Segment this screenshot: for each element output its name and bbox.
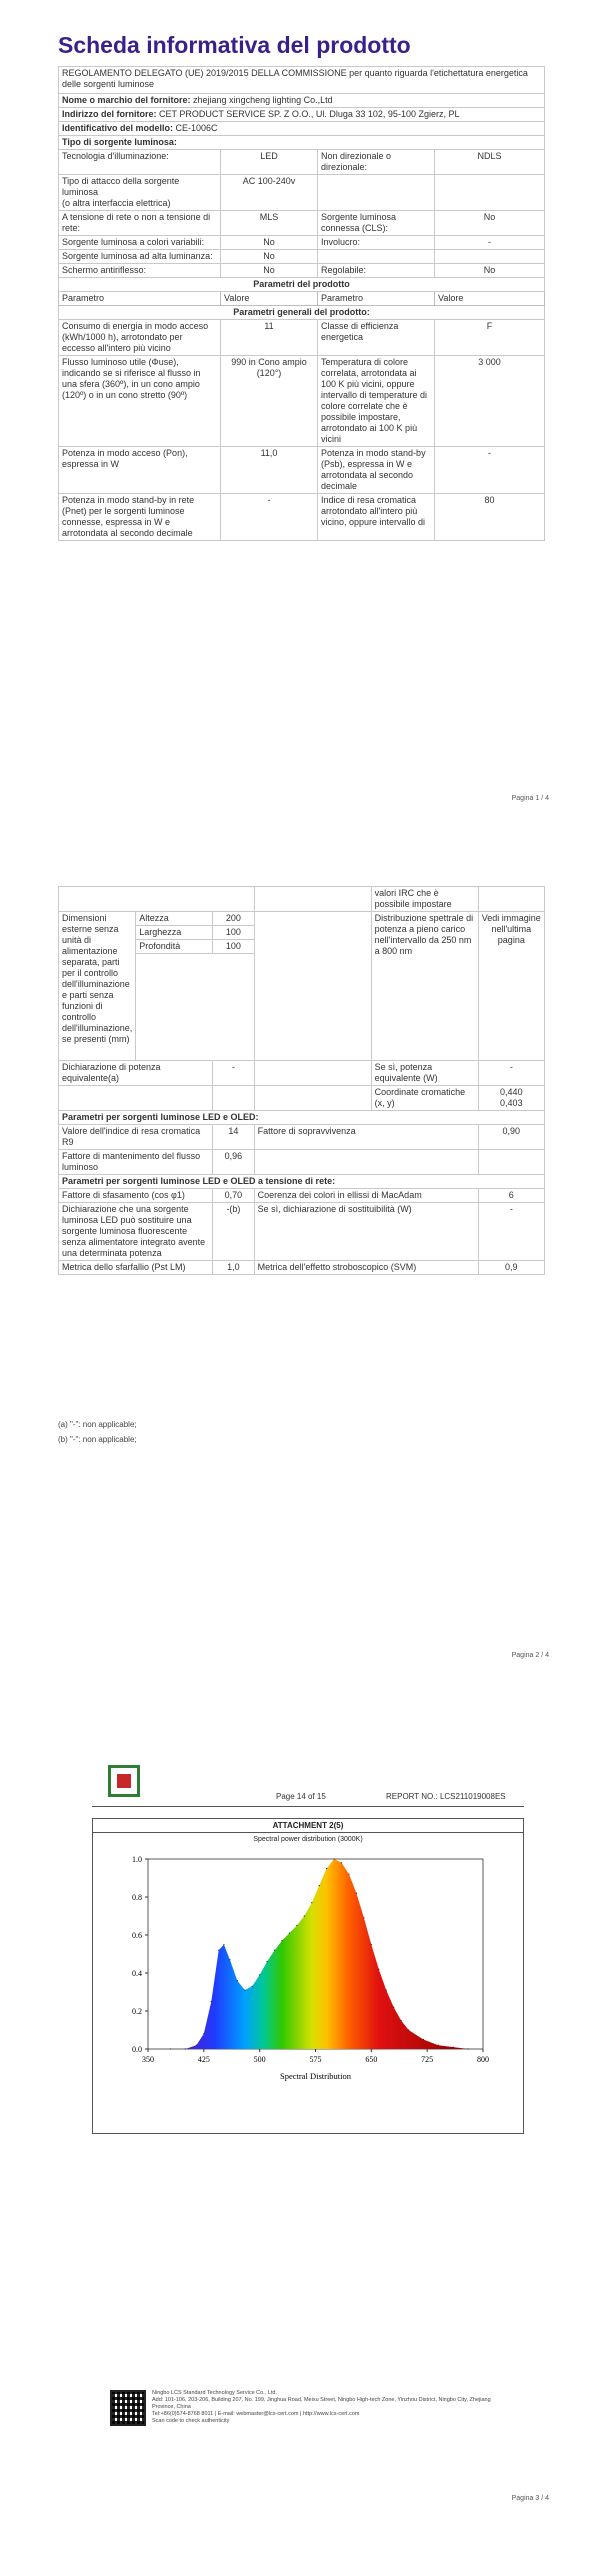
lab-scan: Scan code to check authenticity bbox=[152, 2418, 230, 2424]
table-cell: Sorgente luminosa a colori variabili: bbox=[59, 236, 221, 250]
data-point bbox=[408, 2029, 409, 2030]
type-label: Tipo di sorgente luminosa: bbox=[59, 136, 545, 150]
attachment-box bbox=[92, 1818, 524, 2134]
model-label: Identificativo del modello: bbox=[62, 123, 174, 133]
data-point bbox=[223, 1944, 224, 1945]
data-point bbox=[356, 1893, 357, 1894]
table-cell: No bbox=[221, 264, 318, 278]
table-cell: Non direzionale o direzionale: bbox=[318, 150, 435, 175]
table-cell: MLS bbox=[221, 211, 318, 236]
data-point bbox=[393, 2007, 394, 2008]
table-cell: 1,0 bbox=[213, 1261, 254, 1275]
table-row bbox=[59, 1261, 545, 1275]
data-point bbox=[371, 1944, 372, 1945]
table-cell: 11 bbox=[221, 320, 318, 356]
table-row bbox=[59, 1189, 545, 1203]
table-cell: Flusso luminoso utile (Φuse), indicando se si riferisce al flusso in una sfera (360º), in un cono ampio (120º) o in un cono stretto (90º) bbox=[59, 356, 221, 447]
table-cell: Classe di efficienza energetica bbox=[318, 320, 435, 356]
table-row bbox=[59, 150, 545, 175]
supplier-label: Nome o marchio del fornitore: bbox=[62, 95, 191, 105]
col-header-value: Valore bbox=[221, 292, 318, 306]
spectrum-area bbox=[170, 1859, 468, 2049]
table-cell: 0,70 bbox=[213, 1189, 254, 1203]
table-cell: Potenza in modo stand-by in rete (Pnet) per le sorgenti luminose connesse, espressa in W e arrotondata al secondo decimale bbox=[59, 494, 221, 541]
data-point bbox=[267, 1961, 268, 1962]
col-header-param-2: Parametro bbox=[318, 292, 435, 306]
table-cell: Se sì, dichiarazione di sostituibilità (W) bbox=[254, 1203, 478, 1261]
dim-value-height: 200 bbox=[213, 912, 254, 926]
data-point bbox=[170, 2048, 171, 2049]
table-cell: Potenza in modo acceso (Pon), espressa in W bbox=[59, 447, 221, 494]
attachment-title: ATTACHMENT 2(5) bbox=[93, 1819, 523, 1833]
table-cell: Tipo di attacco della sorgente luminosa (o altra interfaccia elettrica) bbox=[59, 175, 221, 211]
table-row bbox=[59, 356, 545, 447]
dim-label-width: Larghezza bbox=[136, 926, 213, 940]
table-cell: 3 000 bbox=[435, 356, 545, 447]
table-cell: No bbox=[435, 264, 545, 278]
led-rows bbox=[59, 1125, 545, 1175]
params-title: Parametri del prodotto bbox=[59, 278, 545, 292]
data-point bbox=[203, 2033, 204, 2034]
table-cell: Coerenza dei colori in ellissi di MacAdam bbox=[254, 1189, 478, 1203]
spectral-chart bbox=[93, 1849, 523, 2119]
qr-code bbox=[110, 2390, 146, 2426]
table-cell: Metrica dello sfarfallio (Pst LM) bbox=[59, 1261, 213, 1275]
table-row bbox=[59, 175, 545, 211]
x-tick-label: 350 bbox=[142, 2055, 154, 2064]
table-row bbox=[59, 1203, 545, 1261]
led-title: Parametri per sorgenti luminose LED e OLED: bbox=[59, 1111, 545, 1125]
table-cell bbox=[478, 1150, 544, 1175]
x-tick-label: 725 bbox=[421, 2055, 434, 2064]
table-cell: Involucro: bbox=[318, 236, 435, 250]
dimensions-label: Dimensioni esterne senza unità di alimentazione separata, parti per il controllo dell'illuminazione e parti senza funzioni di controllo dell'illuminazione, se presenti (mm) bbox=[59, 912, 136, 1061]
table-row bbox=[59, 1150, 545, 1175]
general-rows bbox=[59, 320, 545, 541]
declaration-label: Dichiarazione di potenza equivalente(a) bbox=[59, 1061, 213, 1086]
table-cell: Schermo antiriflesso: bbox=[59, 264, 221, 278]
dim-value-depth: 100 bbox=[213, 940, 254, 954]
address-label: Indirizzo del fornitore: bbox=[62, 109, 157, 119]
table-cell bbox=[318, 250, 435, 264]
spectral-value: Vedi immagine nell'ultima pagina bbox=[478, 912, 544, 1061]
table-cell: Regolabile: bbox=[318, 264, 435, 278]
table-cell: Sorgente luminosa connessa (CLS): bbox=[318, 211, 435, 236]
supplier-value: zhejiang xingcheng lighting Co.,Ltd bbox=[193, 95, 333, 105]
table-cell: 0,9 bbox=[478, 1261, 544, 1275]
data-point bbox=[438, 2045, 439, 2046]
chroma-label: Coordinate cromatiche (x, y) bbox=[371, 1086, 478, 1111]
table-row bbox=[59, 320, 545, 356]
data-point bbox=[296, 1925, 297, 1926]
page-2 bbox=[0, 860, 603, 1660]
data-point bbox=[311, 1902, 312, 1903]
footnote-a: (a) "-": non applicable; bbox=[58, 1420, 137, 1429]
table-row bbox=[59, 211, 545, 236]
table-cell: - bbox=[221, 494, 318, 541]
x-tick-label: 575 bbox=[309, 2055, 322, 2064]
data-point bbox=[378, 1969, 379, 1970]
table-cell: 0,90 bbox=[478, 1125, 544, 1150]
data-point bbox=[281, 1940, 282, 1941]
table-cell: Fattore di sopravvivenza bbox=[254, 1125, 478, 1150]
y-tick-label: 1.0 bbox=[132, 1855, 142, 1864]
col-header-param: Parametro bbox=[59, 292, 221, 306]
x-tick-label: 650 bbox=[365, 2055, 378, 2064]
chroma-value: 0,440 0,403 bbox=[478, 1086, 544, 1111]
table-row bbox=[59, 250, 545, 264]
page-3 bbox=[0, 1700, 603, 2560]
table-cell: 990 in Cono ampio (120°) bbox=[221, 356, 318, 447]
dim-label-depth: Profondità bbox=[136, 940, 213, 954]
data-point bbox=[341, 1862, 342, 1863]
table-cell: AC 100-240v bbox=[221, 175, 318, 211]
table-cell: No bbox=[221, 250, 318, 264]
data-point bbox=[289, 1933, 290, 1934]
data-point bbox=[401, 2020, 402, 2021]
data-point bbox=[348, 1874, 349, 1875]
table-cell: Tecnologia d'illuminazione: bbox=[59, 150, 221, 175]
table-cell: 11,0 bbox=[221, 447, 318, 494]
data-point bbox=[211, 2001, 212, 2002]
y-tick-label: 0.8 bbox=[132, 1893, 142, 1902]
dim-label-height: Altezza bbox=[136, 912, 213, 926]
data-point bbox=[244, 1990, 245, 1991]
table-cell: Consumo di energia in modo acceso (kWh/1000 h), arrotondato per eccesso all'intero più vicino bbox=[59, 320, 221, 356]
product-table-1 bbox=[58, 66, 545, 541]
table-cell: Fattore di sfasamento (cos φ1) bbox=[59, 1189, 213, 1203]
page-title: Scheda informativa del prodotto bbox=[58, 32, 411, 58]
y-tick-label: 0.0 bbox=[132, 2045, 142, 2054]
table-cell: - bbox=[435, 447, 545, 494]
table-cell: Metrica dell'effetto stroboscopico (SVM) bbox=[254, 1261, 478, 1275]
equiv-value: - bbox=[478, 1061, 544, 1086]
table-cell: NDLS bbox=[435, 150, 545, 175]
chart-subtitle: Spectral power distribution (3000K) bbox=[253, 1836, 363, 1843]
data-point bbox=[304, 1915, 305, 1916]
data-point bbox=[237, 1980, 238, 1981]
cont-text: valori IRC che è possibile impostare bbox=[371, 887, 478, 912]
data-point bbox=[196, 2045, 197, 2046]
x-tick-label: 425 bbox=[197, 2055, 210, 2064]
y-tick-label: 0.4 bbox=[132, 1969, 142, 1978]
data-point bbox=[386, 1990, 387, 1991]
type-rows bbox=[59, 150, 545, 278]
table-cell: LED bbox=[221, 150, 318, 175]
table-cell: Indice di resa cromatica arrotondato all'intero più vicino, oppure intervallo di bbox=[318, 494, 435, 541]
table-cell: 0,96 bbox=[213, 1150, 254, 1175]
table-cell: No bbox=[435, 211, 545, 236]
dim-value-width: 100 bbox=[213, 926, 254, 940]
model-value: CE-1006C bbox=[175, 123, 218, 133]
lab-info bbox=[152, 2390, 492, 2425]
table-row bbox=[59, 264, 545, 278]
report-rule bbox=[92, 1806, 524, 1807]
table-cell: - bbox=[478, 1203, 544, 1261]
y-tick-label: 0.6 bbox=[132, 1931, 142, 1940]
page-number: Pagina 3 / 4 bbox=[511, 2495, 549, 2502]
table-cell: Valore dell'indice di resa cromatica R9 bbox=[59, 1125, 213, 1150]
regulation-text: REGOLAMENTO DELEGATO (UE) 2019/2015 DELLA COMMISSIONE per quanto riguarda l'etichettatura energetica delle sorgenti luminose bbox=[59, 67, 545, 94]
data-point bbox=[334, 1858, 335, 1859]
y-tick-label: 0.2 bbox=[132, 2007, 142, 2016]
table-cell: A tensione di rete o non a tensione di rete: bbox=[59, 211, 221, 236]
table-cell bbox=[318, 175, 435, 211]
table-cell: Potenza in modo stand-by (Psb), espressa in W e arrotondata al secondo decimale bbox=[318, 447, 435, 494]
data-point bbox=[319, 1885, 320, 1886]
mains-rows bbox=[59, 1189, 545, 1275]
data-point bbox=[468, 2048, 469, 2049]
lcs-logo bbox=[108, 1765, 140, 1797]
product-table-2 bbox=[58, 886, 545, 1275]
table-cell bbox=[435, 175, 545, 211]
declaration-value: - bbox=[213, 1061, 254, 1086]
table-row bbox=[59, 1125, 545, 1150]
lab-address: Add: 101-106, 203-206, Building 207, No. 199, Jinghua Road, Meixu Street, Ningbo High-tech Zone, Yinzhou District, Ningbo City, Zhejiang Province, China bbox=[152, 2397, 491, 2410]
address-value: CET PRODUCT SERVICE SP. Z O.O., Ul. Dluga 33 102, 95-100 Zgierz, PL bbox=[159, 109, 460, 119]
report-number: REPORT NO.: LCS211019008ES bbox=[386, 1792, 506, 1801]
table-cell: Dichiarazione che una sorgente luminosa LED può sostituire una sorgente luminosa fluorescente senza alimentatore integrato avente una determinata potenza bbox=[59, 1203, 213, 1261]
page-number: Pagina 2 / 4 bbox=[511, 1652, 549, 1659]
general-title: Parametri generali del prodotto: bbox=[59, 306, 545, 320]
table-cell: F bbox=[435, 320, 545, 356]
table-row bbox=[59, 447, 545, 494]
equiv-label: Se sì, potenza equivalente (W) bbox=[371, 1061, 478, 1086]
table-cell: Temperatura di colore correlata, arrotondata ai 100 K più vicini, oppure intervallo di temperature di colore correlate che è possibile impostare, arrotondato ai 100 K più vicini bbox=[318, 356, 435, 447]
data-point bbox=[185, 2048, 186, 2049]
table-row bbox=[59, 494, 545, 541]
x-tick-label: 500 bbox=[253, 2055, 266, 2064]
table-cell bbox=[435, 250, 545, 264]
table-cell: Fattore di mantenimento del flusso luminoso bbox=[59, 1150, 213, 1175]
page-number: Pagina 1 / 4 bbox=[511, 795, 549, 802]
data-point bbox=[326, 1868, 327, 1869]
report-page: Page 14 of 15 bbox=[276, 1792, 326, 1801]
spectral-label: Distribuzione spettrale di potenza a pieno carico nell'intervallo da 250 nm a 800 nm bbox=[371, 912, 478, 1061]
data-point bbox=[252, 1986, 253, 1987]
mains-title: Parametri per sorgenti luminose LED e OLED a tensione di rete: bbox=[59, 1175, 545, 1189]
data-point bbox=[259, 1974, 260, 1975]
table-cell: 80 bbox=[435, 494, 545, 541]
lab-name: Ningbo LCS Standard Technology Service Co., Ltd. bbox=[152, 2390, 277, 2396]
footnote-b: (b) "-": non applicable; bbox=[58, 1435, 137, 1444]
data-point bbox=[229, 1959, 230, 1960]
data-point bbox=[423, 2039, 424, 2040]
data-point bbox=[453, 2047, 454, 2048]
table-cell bbox=[254, 1150, 478, 1175]
table-cell: No bbox=[221, 236, 318, 250]
lab-contact: Tel:+86(0)574-8768 8011 | E-mail: webmaster@lcs-cert.com | http://www.lcs-cert.com bbox=[152, 2411, 360, 2417]
table-cell: - bbox=[435, 236, 545, 250]
table-row bbox=[59, 236, 545, 250]
col-header-value-2: Valore bbox=[435, 292, 545, 306]
page-1 bbox=[0, 0, 603, 820]
table-cell: 6 bbox=[478, 1189, 544, 1203]
x-axis-label: Spectral Distribution bbox=[279, 2071, 352, 2081]
data-point bbox=[274, 1950, 275, 1951]
data-point bbox=[363, 1917, 364, 1918]
x-tick-label: 800 bbox=[477, 2055, 489, 2064]
table-cell: -(b) bbox=[213, 1203, 254, 1261]
table-cell: 14 bbox=[213, 1125, 254, 1150]
table-cell: Sorgente luminosa ad alta luminanza: bbox=[59, 250, 221, 264]
data-point bbox=[218, 1950, 219, 1951]
